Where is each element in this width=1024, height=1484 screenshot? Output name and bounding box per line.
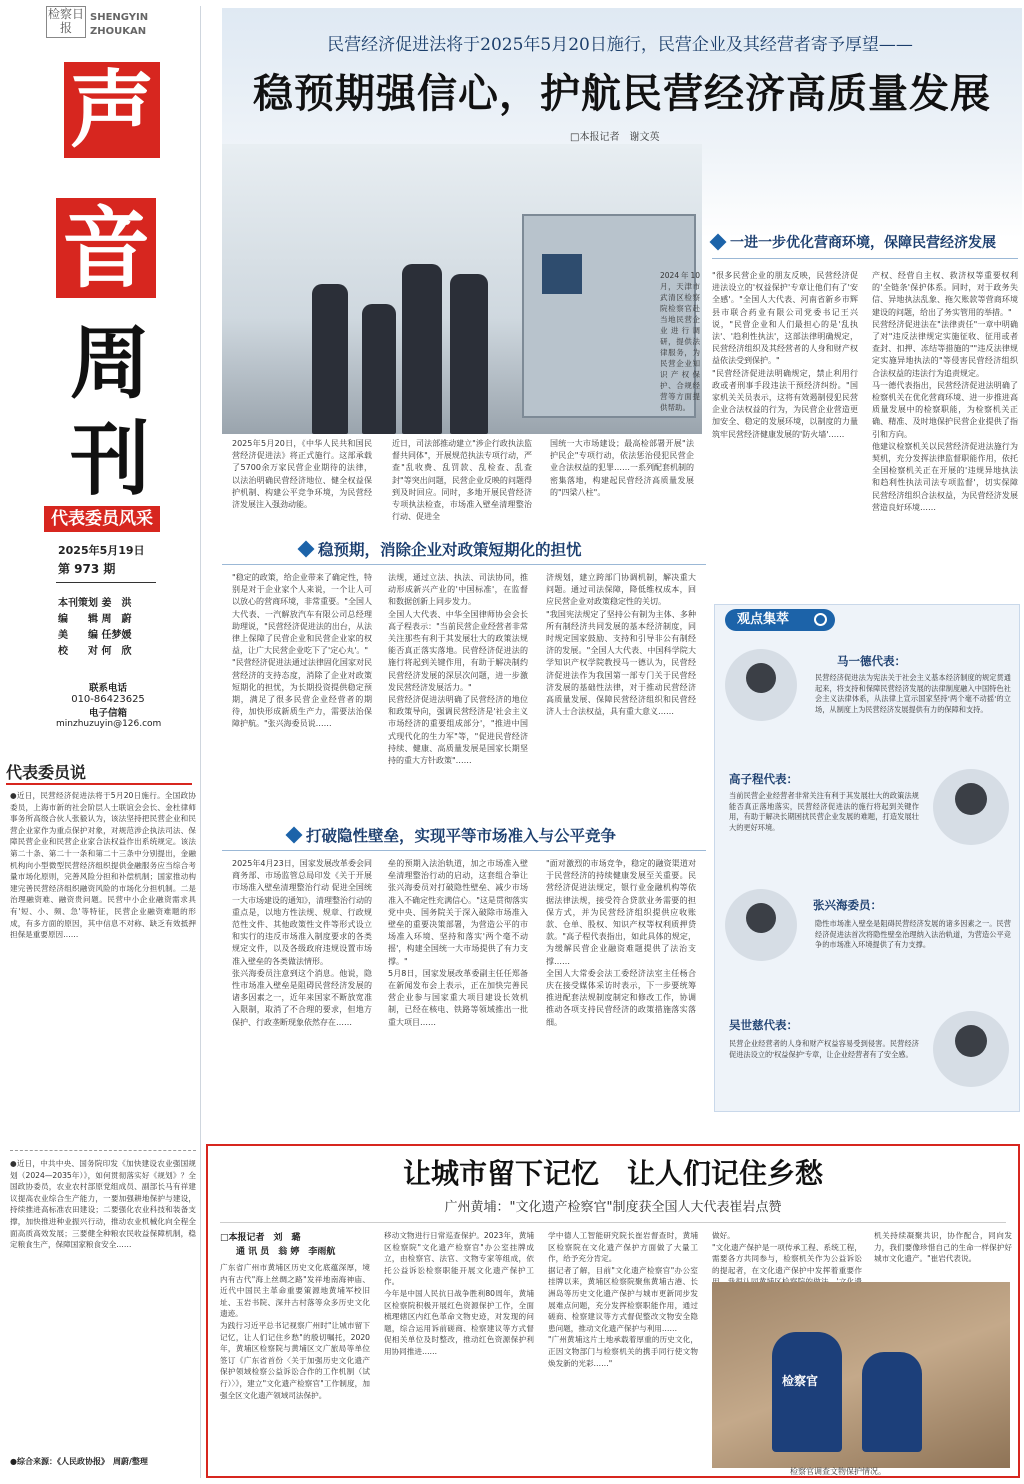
bottom-headline: 让城市留下记忆 让人们记住乡愁 <box>402 1157 823 1190</box>
bottom-byline-1: □本报记者 刘 璐 <box>220 1233 301 1243</box>
left-item-1: ●近日，民营经济促进法将于5月20日施行。全国政协委员，上海市新的社会阶层人士联谊会会长、金杜律师事务所高级合伙人张毅认为，该法坚持把民营企业和民营企业家作为重点保护对象，对规范涉企执法司法、保障民营企业和民营企业家合法权益作出系统规定。该法第二十条、第二十一条和第二十三条中分别提出，金融机构向小型微型民营经济组织提供金融服务应当综合考量市场化原则，完善风险分担和补偿机制；国家推动构建完善民营经济组织融资风险的市场化分担机制。二是治理融资难、融资贵问题。民营中小企业融资需求具有'短、小、频、急'等特征，民营企业融资难题的形成，有多方面的原因，其中信息不对称、缺乏有效抵押担保是重要原因…… <box>10 791 196 940</box>
logo-en-1: SHENGYIN <box>90 12 149 23</box>
opinion-quote: 民营企业经营者的人身和财产权益容易受到侵害。民营经济促进法设立的'权益保护'专章，让企业经营者有了安全感。 <box>729 1039 919 1059</box>
bottom-col-1: 广东省广州市黄埔区历史文化底蕴深厚，境内有古代"海上丝绸之路"发祥地南海神庙、近代中国民主革命重要策源地黄埔军校旧址、玉岩书院、深井古村落等众多历史文化遗迹。 为践行习近平总书记视察广州时"让城市留下记忆，让人们记住乡愁"的殷切嘱托，2020年，黄埔区检察院与黄埔区文广旅局等单位签订《广东省首份〈关于加强历史文化遗产保护领域检察公益诉讼合作的工作机制（试行）〉》，建立"文化遗产检察官"工作制度，加强全区文化遗产领域司法保护。 <box>220 1263 370 1400</box>
contact-label: 联系电话 <box>88 683 127 694</box>
staff-name: 何 欣 <box>101 646 132 657</box>
section-title: 打破隐性壁垒，实现平等市场准入与公平竞争 <box>306 827 617 845</box>
masthead-char-3: 周 <box>70 316 150 410</box>
opinion-name: 马一德代表： <box>837 654 906 668</box>
avatar-wu-shici <box>933 1011 1009 1087</box>
opinion-quote: 民营经济促进法为宪法关于社会主义基本经济制度的规定贯通起来，将支持和保障民营经济发展的法律制度融入中国特色社会主义法律体系，从法律上宣示国家坚持'两个毫不动摇'的立场，从制度上为民营经济发展提供有力的保障和支持。 <box>815 673 1011 714</box>
email-address[interactable]: minzhuzuyin@126.com <box>56 719 162 729</box>
section-header-1 <box>712 232 996 252</box>
staff-role: 美 编 <box>58 630 98 641</box>
intro-col-1: 2025年5月20日，《中华人民共和国民营经济促进法》将正式施行。这部承载了5700余万家民营企业期待的法律，以法治明确民营经济地位、健全权益保护机制、构建公平竞争环境，为民营经济发展注入强劲动能。 <box>232 439 372 510</box>
s3-col-3: "面对激烈的市场竞争，稳定的融资渠道对于民营经济的持续健康发展至关重要。民营经济促进法规定，银行业金融机构等依据法律法规，接受符合贷款业务需要的担保方式，并为民营经济组织提供应收账款、仓单、股权、知识产权等权利质押贷款。"高子程代表指出，如此具体的规定，为缓解民营企业融资难题提供了法治支撑…… 全国人大常委会法工委经济法室主任杨合庆在接受媒体采访时表示，下一步要统筹推进配套法规制度制定和修改工作，协调推动各项支持民营经济的政策措施落实落细。 <box>546 859 696 1027</box>
section-diamond-icon <box>710 234 727 251</box>
machine-screen <box>542 254 582 294</box>
excavation-photo-caption: 检察官调查文物保护情况。 <box>790 1467 886 1476</box>
article-kicker: 民营经济促进法将于2025年5月20日施行，民营企业及其经营者寄予厚望—— <box>327 35 913 55</box>
section-rule <box>712 258 1018 259</box>
section-header-3 <box>288 824 616 846</box>
masthead-divider <box>56 582 156 583</box>
staff-role: 编 辑 <box>58 614 98 625</box>
opinion-name: 吴世慈代表： <box>729 1018 798 1032</box>
avatar-ma-yide <box>725 649 797 721</box>
left-divider <box>10 1150 196 1151</box>
bottom-col-2: 移动文物进行日常巡查保护。2023年，黄埔区检察院"文化遗产检察官"办公室挂牌成立，由检察官、法官、文物专家等组成，依托公益诉讼检察职能开展文化遗产保护工作。 今年是中国人民抗日战争胜利80周年，黄埔区检察院积极开展红色资源保护工作，全面梳理辖区内红色革命文物史迹，对发现的问题，综合运用诉前磋商、检察建议等方式督促相关单位及时整改，推动红色资源保护利用协同推进…… <box>384 1231 534 1356</box>
issue-number: 第 973 期 <box>58 562 116 576</box>
avatar-gao-zicheng <box>933 769 1009 845</box>
avatar-figure <box>746 903 776 933</box>
person <box>362 304 396 434</box>
s2-col-1: "稳定的政策，给企业带来了确定性，特别是对于企业家个人来说，一个让人可以放心的营商环境，非常重要。"全国人大代表、一汽解放汽车有限公司总经理助理说，"民营经济促进法的出台，从法律上保障了民营企业和民营企业家的权益，让广大民营企业吃下了'定心丸'。" "民营经济促进法通过法律固化国家对民营经济的支持态度，消除了企业对政策短期化的担忧，为长期投资提供稳定预期，满足了很多民营企业经营者的期待，加快形成新质生产力，需要法治保障护航。"张兴海委员说…… <box>232 573 372 729</box>
masthead <box>0 0 200 760</box>
masthead-char-1: 声 <box>64 62 160 158</box>
staff-name: 姜 洪 <box>101 598 132 609</box>
staff-row <box>58 628 158 644</box>
bottom-subhead: 广州黄埔："文化遗产检察官"制度获全国人大代表崔岩点赞 <box>444 1200 782 1215</box>
bottom-col-4: 做好。 "文化遗产保护是一项传承工程、系统工程，需要各方共同参与，检察机关作为公益诉讼的提起者，在文化遗产保护中发挥着重要作 <box>712 1231 862 1275</box>
logo-cn: 检察日报 <box>46 6 86 38</box>
staff-row <box>58 612 158 628</box>
contact-block <box>56 680 160 729</box>
opinion-quote: 当前民营企业经营者非常关注有利于其发展壮大的政策法规能否真正落地落实，民营经济促进法的施行将起到关键作用，有助于解决长期困扰民营企业发展的难题，打造发展壮大的更好环境。 <box>729 791 919 832</box>
staff-role: 本刊策划 <box>58 598 98 609</box>
left-column-title: 代表委员说 <box>6 763 87 782</box>
opinions-title: 观点集萃 <box>737 612 790 627</box>
section-rule <box>222 564 706 565</box>
excavation-photo <box>712 1282 1010 1468</box>
s2-col-3: 济规划，建立跨部门协调机制，解决重大问题。通过司法保障，降低维权成本，回应民营企业对政策稳定性的关切。 "我国宪法规定了坚持公有制为主体、多种所有制经济共同发展的基本经济制度，同时规定国家鼓励、支持和引导非公有制经济的发展。"全国人大代表、中国科学院大学知识产权学院教授马一德认为，民营经济促进法作为我国第一部专门关于民营经济发展的基础性法律，对于推动民营经济高质量发展、保障民营经济组织和民营经济人士合法权益，具有重大意义…… <box>546 573 696 717</box>
section-diamond-icon <box>286 827 303 844</box>
opinion-quote: 隐性市场准入壁垒是阻碍民营经济发展的诸多因素之一。民营经济促进法首次将隐性壁垒治理纳入法治轨道，为营造公平竞争的市场准入环境提供了有力支撑。 <box>815 919 1011 949</box>
article-headline: 稳预期强信心，护航民营经济高质量发展 <box>253 70 991 117</box>
article-byline: □本报记者 谢文英 <box>570 132 660 143</box>
column-separator <box>200 6 201 1478</box>
issue-date: 2025年5月19日 <box>58 544 145 557</box>
s1-col-1: "很多民营企业的朋友反映，民营经济促进法设立的'权益保护'专章让他们有了'安全感'。"全国人大代表、河南省新乡市辉县市联合药业有限公司党委书记王兴说，"民营企业和人们最担心的是'乱执法'、'趋利性执法'，这部法律明确规定，民营经济组织及其经营者的人身和财产权益依法受到保护。" "民营经济促进法明确规定，禁止利用行政或者刑事手段违法干预经济纠纷。"国家机关关员表示，这将有效遏制侵犯民营企业合法权益的行为，为民营企业营造更加安全、稳定的发展环境，以制度的力量筑牢民营经济健康发展的'防火墙'…… <box>712 271 858 439</box>
avatar-zhang-xinghai <box>725 889 797 961</box>
staff-role: 校 对 <box>58 646 98 657</box>
worker-vest-text: 检察官 <box>782 1374 819 1388</box>
hero-photo <box>222 144 702 434</box>
intro-col-3: 国统一大市场建设；最高检部署开展"法护民企"专项行动，依法惩治侵犯民营企业合法权益的犯罪……一系列配套机制的密集落地，构建起民营经济高质量发展的"四梁八柱"。 <box>550 439 694 497</box>
section-title: 一进一步优化营商环境，保障民营经济发展 <box>730 235 996 251</box>
masthead-char-4: 刊 <box>70 412 150 506</box>
avatar-figure <box>955 1025 987 1057</box>
bottom-rule <box>220 1222 1006 1223</box>
s3-col-1: 2025年4月23日，国家发展改革委会同商务部、市场监管总局印发《关于开展市场准入壁垒清理整治行动 促进全国统一大市场建设的通知》，清理整治行动的重点是，以地方性法规、规章、行政规范性文件、其他政策性文件等形式设立和实行的违反市场准入制度要求的各类规定文件，以及各级政府违规设置市场准入壁垒的各类做法情形。 张兴海委员注意到这个消息。他说，隐性市场准入壁垒是阻碍民营经济发展的诸多因素之一，近年来国家不断放宽准入限制，取消了不合理的要求，但地方保护、行政垄断现象依然存在…… <box>232 859 372 1027</box>
left-footer: ●综合来源：《人民政协报》 周蔚/整理 <box>10 1457 148 1466</box>
worker-figure <box>862 1352 922 1452</box>
staff-name: 任梦媛 <box>101 630 132 641</box>
intro-col-2: 近日，司法部推动建立"涉企行政执法监督共同体"，开展规范执法专项行动，严查"乱收费、乱罚款、乱检查、乱查封"等突出问题，民营企业反映的问题得到及时回应。同时，多地开展民营经济专项执法检查，市场准入壁垒清理整治行动、促进全 <box>392 439 532 522</box>
person <box>402 264 442 434</box>
staff-row <box>58 596 158 612</box>
s2-col-2: 法规，通过立法、执法、司法协同，推动形成新兴产业的'中国标准'，在监督和数据创新上同步发力。 全国人大代表、中华全国律师协会会长高子程表示："当前民营企业经营者非常关注那些有利于其发展壮大的政策法规能否真正落实落地。民营经济促进法的施行将起到关键作用，有助于解决制约民营经济发展的深层次问题，进一步激发民营经济发展活力。" 民营经济促进法明确了民营经济的地位和政策导向，强调民营经济是'社会主义市场经济的重要组成部分'，"推进中国式现代化的生力军"等，"促进民营经济持续、健康、高质量发展是国家长期坚持的重大方针政策"…… <box>388 573 528 766</box>
hero-photo-caption: 2024年10月，天津市武清区检察院检察官赴当地民营企业进行调研，提供法律服务，为民营企业知识产权保护、合规经营等方面提供帮助。 <box>660 271 700 412</box>
opinions-header <box>725 609 835 631</box>
person <box>450 274 488 434</box>
email-label: 电子信箱 <box>88 708 127 719</box>
bottom-byline-2: 通 讯 员 翁 婷 李雨航 <box>236 1247 336 1257</box>
left-item-2: ●近日，中共中央、国务院印发《加快建设农业强国规划（2024—2035年）》，如何贯彻落实好《规划》？全国政协委员，农业农村部原党组成员、副部长马有祥建议提高农业综合生产能力，一要加强耕地保护与建设，持续推进高标准农田建设；二要强化农业科技和装备支撑，加快推进种业振兴行动，推动农业机械化向全程全面高质高效发展；三要健全种粮农民收益保障机制，稳定粮食生产，保障国家粮食安全…… <box>10 1159 196 1250</box>
opinion-name: 张兴海委员： <box>813 898 882 912</box>
s3-col-2: 垒的预期入法治轨道，加之市场准入壁垒清理整治行动的启动，这套组合拳让张兴海委员对打破隐性壁垒、减少市场准入不确定性充满信心。"这是贯彻落实党中央、国务院关于深入破除市场准入壁垒的重要决策部署，为营造公平的市场准入环境、坚持和落实'两个毫不动摇'，构建全国统一大市场提供了有力支撑。" 5月8日，国家发展改革委副主任任郑备在新闻发布会上表示，正在加快完善民营企业参与国家重大项目建设长效机制，已经在核电、铁路等领域推出一批重大项目…… <box>388 859 528 1027</box>
section-rule <box>222 850 706 851</box>
section-title: 稳预期，消除企业对政策短期化的担忧 <box>318 541 582 559</box>
masthead-char-2: 音 <box>56 198 156 298</box>
opinions-box <box>714 604 1020 1112</box>
left-column-header <box>6 760 192 785</box>
staff-name: 周 蔚 <box>101 614 132 625</box>
logo-en-2: ZHOUKAN <box>90 26 147 37</box>
bottom-col-5: 机关持续凝聚共识，协作配合，同向发力，我们要像珍惜自己的生命一样保护好城市文化遗产。"崔岩代表说。 <box>874 1231 1012 1264</box>
avatar-figure <box>955 783 987 815</box>
staff-row <box>58 644 158 660</box>
section-header-2 <box>300 538 582 560</box>
column-banner: 代表委员风采 <box>44 506 160 532</box>
phone-number: 010-86423625 <box>71 694 145 705</box>
person <box>312 284 348 434</box>
opinion-name: 高子程代表： <box>729 772 798 786</box>
bottom-col-3: 学中德人工智能研究院长崔岩督查时，黄埔区检察院在文化遗产保护方面做了大量工作，给予充分肯定。 据记者了解，目前"文化遗产检察官"办公室挂牌以来，黄埔区检察院聚焦黄埔古港、长洲岛等历史文化遗产保护与城市更新同步发展难点问题，充分发挥检察职能作用，通过磋商、检察建议等方式督促整改文物安全隐患问题，推动文化遗产保护与利用…… "广州黄埔这片土地承载着厚重的历史文化，正因文物部门与检察机关的携手同行使文物焕发新的光彩……" <box>548 1231 698 1368</box>
worker-figure <box>772 1332 842 1452</box>
magnifier-icon <box>814 613 827 626</box>
avatar-figure <box>746 663 776 693</box>
s1-col-2: 产权、经营自主权、救济权等重要权利的'全链条'保护体系。同时，对于政务失信、异地执法乱象、拖欠账款等营商环境建设的问题，给出了务实管用的举措。" 民营经济促进法在"法律责任"一章中明确了对"违反法律规定实施征收、征用或者查封、扣押、冻结等措施的""违反法律规定实施异地执法的"等侵害民营经济组织合法权益的违法行为追责规定。 马一德代表指出，民营经济促进法明确了检察机关在优化营商环境、进一步推进高质量发展中的检察职能，为检察机关正确、精准、及时地保护民营企业提供了指引和方向。 他建议检察机关以民营经济促进法施行为契机，充分发挥法律监督职能作用，依托全国检察机关正在开展的'违规异地执法和趋利性执法司法专项监督'，切实保障民营经济组织合法权益，为民营经济发展营造良好环境…… <box>872 271 1018 512</box>
staff-list <box>58 596 158 660</box>
section-diamond-icon <box>298 541 315 558</box>
